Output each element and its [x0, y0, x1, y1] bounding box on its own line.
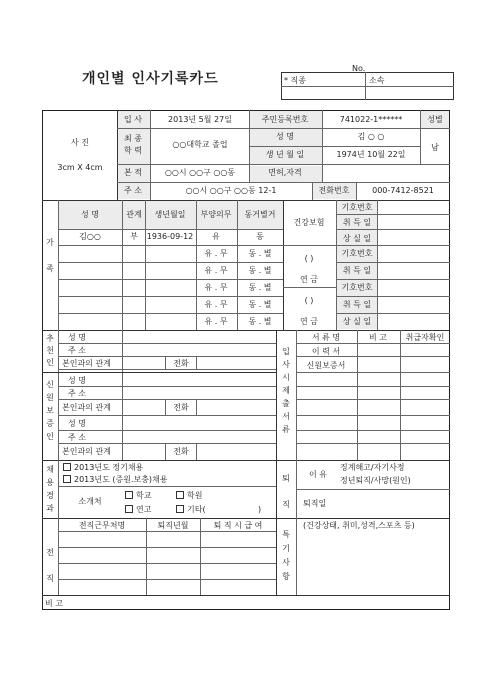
- guarantor-address-label-2: 주 소: [68, 433, 86, 442]
- family-name: 김○○: [79, 232, 101, 241]
- insurance-acquire-label: 취 득 일: [342, 300, 372, 309]
- insurance-lose-label: 상 실 일: [342, 317, 372, 326]
- family-live: 동: [256, 232, 264, 241]
- insurance-code-label: 기호번호: [341, 249, 373, 258]
- address-value: ○○시 ○○구 ○○동 12-1: [185, 186, 277, 195]
- career-section-label: 전직: [46, 548, 54, 583]
- rrn-label: 주민등록번호: [261, 115, 309, 124]
- education-label-1: 최 종: [124, 134, 142, 143]
- recommender-relation-label: 본인과의 관계: [62, 359, 111, 368]
- family-col-birth: 생년월일: [154, 210, 186, 219]
- introducer-other[interactable]: [176, 505, 206, 515]
- address-label: 주 소: [124, 186, 142, 195]
- family-section-label: 가족: [46, 238, 54, 273]
- family-live: 동 . 별: [248, 317, 272, 326]
- employment-special[interactable]: [63, 475, 168, 485]
- family-support: 유 . 무: [204, 317, 228, 326]
- family-live: 동 . 별: [248, 266, 272, 275]
- special-note: (건강상태, 취미,성격,스포츠 등): [303, 521, 415, 530]
- retirement-reason-1: 징계해고/자기사정: [340, 463, 405, 472]
- introducer-school[interactable]: [125, 491, 151, 501]
- birth-value: 1974년 10월 22일: [336, 150, 406, 159]
- family-relation: 부: [130, 232, 138, 241]
- career-col-company: 전직근무처명: [78, 521, 126, 530]
- introducer-other-close: ): [258, 505, 262, 514]
- checkbox-icon: [176, 491, 184, 499]
- rrn-value: 741022-1******: [339, 115, 403, 124]
- insurance-acquire-label: 취 득 일: [342, 266, 372, 275]
- recommender-phone-label: 전화: [173, 359, 189, 368]
- no-label: No.: [352, 64, 366, 73]
- photo-size: 3cm X 4cm: [57, 163, 103, 172]
- name-label: 성 명: [276, 132, 294, 141]
- checkbox-icon: [176, 505, 184, 513]
- pension-label: 연 금: [300, 275, 318, 284]
- employment-regular-label: 2013년도 정기채용: [74, 463, 144, 472]
- department-label: 소속: [369, 76, 385, 85]
- introducer-relative-label: 연고: [136, 505, 152, 514]
- guarantor-address-label: 주 소: [68, 389, 86, 398]
- retirement-section-label: 퇴직: [282, 474, 290, 509]
- family-support: 유: [212, 232, 220, 241]
- name-value: 김 ○ ○: [357, 132, 385, 141]
- remarks-label: 비 고: [45, 599, 63, 608]
- guarantor-phone-label: 전화: [173, 403, 189, 412]
- career-col-date: 퇴직년월: [157, 521, 189, 530]
- education-label-2: 학 력: [124, 146, 142, 155]
- guarantor-section-label: 신원보증인: [46, 380, 54, 441]
- document-guarantee: 신원보증서: [306, 361, 346, 370]
- checkbox-icon: [125, 491, 133, 499]
- career-col-salary: 퇴 직 시 급 여: [213, 521, 263, 530]
- introducer-school-label: 학교: [136, 491, 152, 500]
- guarantor-relation-label: 본인과의 관계: [62, 403, 111, 412]
- pension-paren: ( ): [304, 296, 314, 305]
- family-birth: 1936-09-12: [146, 232, 194, 241]
- hire-date: 2013년 5월 27일: [168, 115, 232, 124]
- checkbox-icon: [125, 505, 133, 513]
- license-label: 면허,자격: [268, 168, 302, 177]
- family-live: 동 . 별: [248, 283, 272, 292]
- family-support: 유 . 무: [204, 249, 228, 258]
- employment-section-label: 채용경과: [46, 465, 54, 513]
- family-live: 동 . 별: [248, 300, 272, 309]
- health-insurance-label: 건강보험: [293, 218, 325, 227]
- checkbox-icon: [63, 463, 71, 471]
- photo-label: 사 진: [71, 138, 89, 147]
- documents-section-label: 입사시제출서류: [282, 347, 290, 434]
- documents-col-name: 서 류 명: [311, 333, 341, 342]
- family-support: 유 . 무: [204, 266, 228, 275]
- insurance-code-label: 기호번호: [341, 203, 373, 212]
- introducer-academy[interactable]: [176, 491, 202, 501]
- phone-label: 전화번호: [318, 186, 350, 195]
- introducer-academy-label: 학원: [187, 491, 203, 500]
- guarantor-name-label-2: 성 명: [68, 419, 86, 428]
- origin-label: 본 적: [124, 168, 142, 177]
- gender-label: 성별: [427, 115, 443, 124]
- family-col-live: 동거별거: [244, 210, 276, 219]
- documents-col-handler: 취급자확인: [405, 333, 445, 342]
- family-live: 동 . 별: [248, 249, 272, 258]
- job-type-label: * 직종: [284, 76, 306, 85]
- employment-special-label: 2013년도 (증원.보충)채용: [74, 475, 168, 484]
- document-resume: 이 력 서: [311, 347, 341, 356]
- introducer-other-label: 기타(: [187, 505, 206, 514]
- retirement-reason-label: 이 유: [309, 470, 327, 479]
- family-col-support: 부양의무: [200, 210, 232, 219]
- checkbox-icon: [63, 475, 71, 483]
- special-section-label: 특기사항: [282, 530, 290, 581]
- employment-regular[interactable]: [63, 463, 143, 473]
- family-col-relation: 관계: [126, 210, 142, 219]
- recommender-address-label: 주 소: [68, 346, 86, 355]
- family-col-name: 성 명: [81, 210, 99, 219]
- family-support: 유 . 무: [204, 283, 228, 292]
- insurance-code-label: 기호번호: [341, 283, 373, 292]
- guarantor-phone-label-2: 전화: [173, 447, 189, 456]
- introducer-relative[interactable]: [125, 505, 151, 515]
- birth-label: 생 년 월 일: [265, 150, 305, 159]
- origin-value: ○○시 ○○구 ○○동: [164, 168, 236, 177]
- guarantor-relation-label-2: 본인과의 관계: [62, 447, 111, 456]
- pension-label-2: 연 금: [300, 317, 318, 326]
- recommender-section-label: 추천인: [46, 334, 54, 367]
- retirement-date-label: 퇴직일: [303, 499, 327, 508]
- hire-label: 입 사: [124, 115, 142, 124]
- introducer-label: 소개처: [78, 497, 102, 506]
- education-value: ○○대학교 졸업: [172, 140, 228, 149]
- health-paren: ( ): [304, 254, 314, 263]
- documents-col-note: 비 고: [369, 333, 387, 342]
- retirement-reason-2: 정년퇴직/사망(원인): [340, 476, 411, 485]
- recommender-name-label: 성 명: [68, 333, 86, 342]
- insurance-lose-label: 상 실 일: [342, 234, 372, 243]
- family-support: 유 . 무: [204, 300, 228, 309]
- page-title: 개인별 인사기록카드: [82, 71, 219, 87]
- guarantor-name-label: 성 명: [68, 376, 86, 385]
- phone-value: 000-7412-8521: [372, 186, 434, 195]
- insurance-acquire-label: 취 득 일: [342, 218, 372, 227]
- gender-value: 남: [431, 143, 439, 152]
